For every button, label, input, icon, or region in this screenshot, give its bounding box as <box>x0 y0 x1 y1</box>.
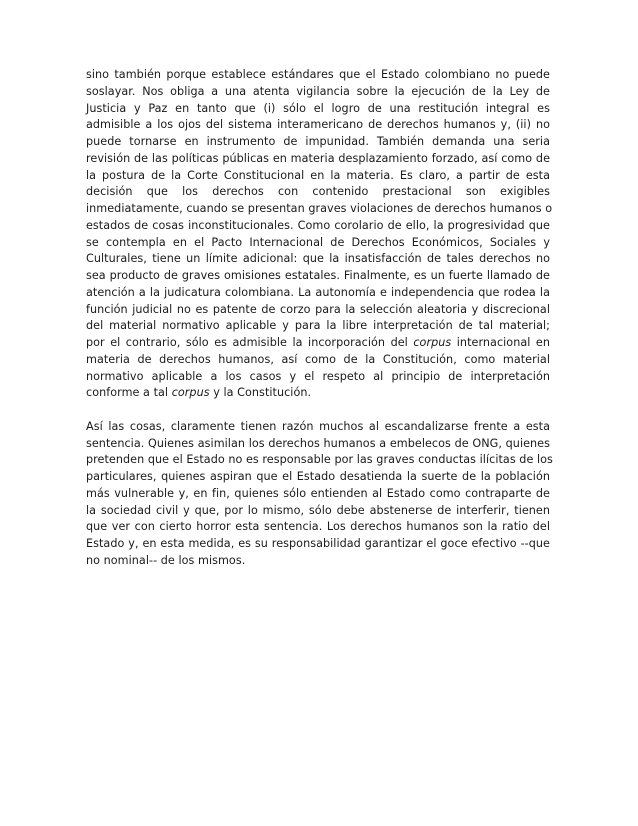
text-segment: y la Constitución. <box>209 386 312 400</box>
text-segment: la sociedad civil y que, por lo mismo, sólo debe abstenerse de interferir, tienen <box>86 503 550 517</box>
text-line <box>86 335 550 352</box>
text-segment: más vulnerable y, en fin, quienes sólo entienden al Estado como contraparte de <box>86 486 550 500</box>
text-line <box>86 134 550 151</box>
text-segment: función judicial no es patente de corzo para la selección aleatoria y discrecional <box>86 302 550 316</box>
text-line <box>86 536 550 553</box>
text-line <box>86 452 553 469</box>
text-line <box>86 519 550 536</box>
text-segment: del material normativo aplicable y para la libre interpretación de tal material; <box>86 319 550 333</box>
text-line <box>86 318 550 335</box>
text-line <box>86 151 550 168</box>
text-segment: conforme a tal <box>86 386 172 400</box>
text-line <box>86 469 550 486</box>
italic-term: corpus <box>413 336 452 349</box>
text-line <box>86 268 550 285</box>
text-segment: internacional en <box>451 336 550 349</box>
text-segment: que ver con cierto horror esta sentencia. Los derechos humanos son la ratio del <box>86 520 550 534</box>
text-line <box>86 419 550 436</box>
text-line <box>86 503 550 520</box>
text-line <box>86 302 550 319</box>
text-segment: Estado y, en esta medida, es su responsabilidad garantizar el goce efectivo --que <box>86 537 550 550</box>
text-line <box>86 436 550 453</box>
text-segment: pretenden que el Estado no es responsable por las graves conductas ilícitas de los <box>86 453 553 467</box>
text-segment: estados de cosas inconstitucionales. Como corolario de ello, la progresividad que <box>86 218 550 232</box>
text-segment: materia de derechos humanos, así como de la Constitución, como material <box>86 352 550 366</box>
text-line <box>86 385 550 402</box>
paragraph <box>86 67 553 402</box>
text-segment: particulares, quienes aspiran que el Estado desatienda la suerte de la población <box>86 470 550 483</box>
text-segment: por el contrario, sólo es admisible la incorporación del <box>86 336 414 349</box>
text-segment: sea producto de graves omisiones estatales. Finalmente, es un fuerte llamado de <box>86 269 550 282</box>
text-segment: Culturales, tiene un límite adicional: que la insatisfacción de tales derechos no <box>86 252 550 266</box>
text-line <box>86 352 550 369</box>
text-line <box>86 218 550 235</box>
text-segment: atención a la judicatura colombiana. La autonomía e independencia que rodea la <box>86 285 550 299</box>
text-segment: sino también porque establece estándares que el Estado colombiano no puede <box>86 68 550 81</box>
text-line <box>86 168 550 185</box>
text-line <box>86 553 550 570</box>
text-segment: revisión de las políticas públicas en materia desplazamiento forzado, así como de <box>86 151 550 165</box>
body-text <box>86 67 553 570</box>
text-line <box>86 369 550 386</box>
text-segment: normativo aplicable a los casos y el respeto al principio de interpretación <box>86 369 550 383</box>
text-segment: admisible a los ojos del sistema interamericano de derechos humanos y, (ii) no <box>86 118 550 132</box>
text-line <box>86 201 553 218</box>
paragraph <box>86 419 553 570</box>
text-line <box>86 251 550 268</box>
text-line <box>86 67 550 84</box>
text-line <box>86 117 550 134</box>
text-line <box>86 84 550 101</box>
text-segment: la postura de la Corte Constitucional en la materia. Es claro, a partir de esta <box>86 168 550 182</box>
text-line <box>86 184 550 201</box>
text-segment: decisión que los derechos con contenido prestacional son exigibles <box>86 185 550 199</box>
text-segment: soslayar. Nos obliga a una atenta vigilancia sobre la ejecución de la Ley de <box>86 84 550 98</box>
text-segment: inmediatamente, cuando se presentan graves violaciones de derechos humanos o <box>86 202 553 215</box>
text-line <box>86 486 550 503</box>
text-line <box>86 235 550 252</box>
text-segment: Así las cosas, claramente tienen razón muchos al escandalizarse frente a esta <box>86 419 550 433</box>
italic-term: corpus <box>171 386 210 400</box>
text-segment: puede tornarse en instrumento de impunidad. También demanda una seria <box>86 135 550 148</box>
text-segment: sentencia. Quienes asimilan los derechos humanos a embelecos de ONG, quienes <box>86 436 550 450</box>
text-segment: se contempla en el Pacto Internacional de Derechos Económicos, Sociales y <box>86 235 550 249</box>
text-segment: no nominal-- de los mismos. <box>86 553 246 567</box>
text-line <box>86 101 550 118</box>
text-line <box>86 285 550 302</box>
text-segment: Justicia y Paz en tanto que (i) sólo el logro de una restitución integral es <box>86 101 550 115</box>
